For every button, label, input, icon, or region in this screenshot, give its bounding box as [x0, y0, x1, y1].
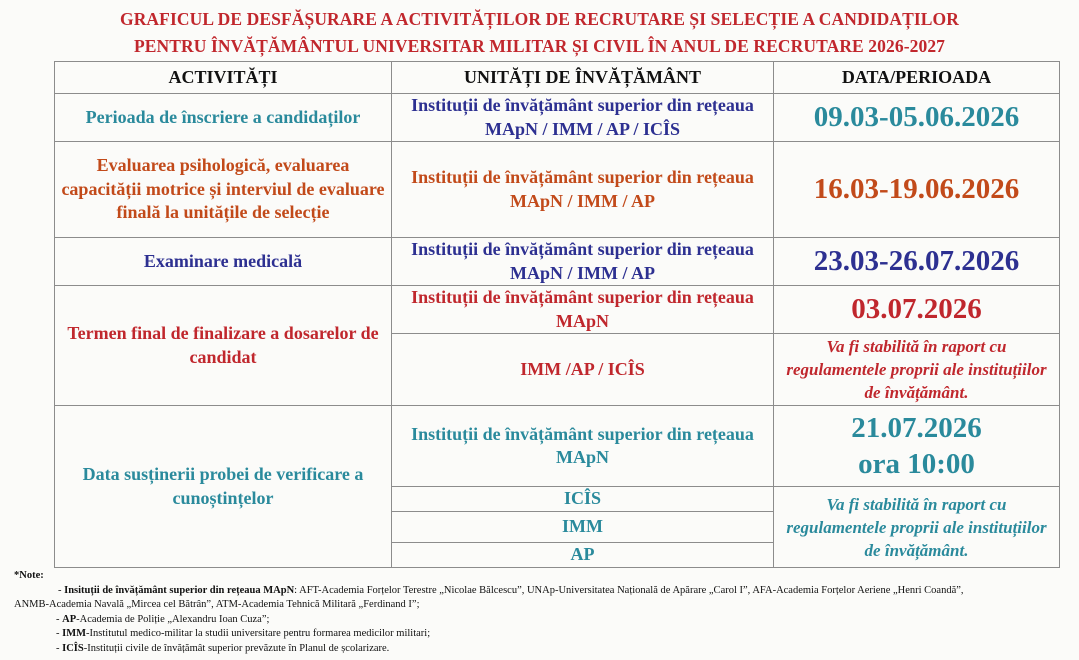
note-label: ICÎS	[62, 642, 84, 654]
unit-cell: Instituții de învățământ superior din rețeaua MApN / IMM / AP	[392, 238, 774, 286]
table-header-row	[55, 62, 1060, 94]
date-note-cell: Va fi stabilită în raport cu regulamentele proprii ale instituțiilor de învățământ.	[774, 487, 1060, 568]
note-label: IMM	[62, 628, 87, 639]
note-item	[14, 598, 1074, 613]
note-item: - ICÎS-Instituții civile de învățămât superior prevăzute în Planul de școlarizare.	[56, 642, 390, 654]
note-item: - IMM-Institutul medico-militar la studii universitare pentru formarea medicilor militari;	[56, 628, 431, 639]
date-cell: 03.07.2026	[774, 286, 1060, 334]
activity-cell: Data susținerii probei de verificare a cunoștințelor	[55, 406, 392, 568]
header-activities: ACTIVITĂȚI	[55, 62, 392, 94]
note-text: : AFT-Academia Forțelor Terestre „Nicolae Bălcescu”, UNAp-Universitatea Națională de Apărare „Carol I”, AFA-Academia Forțelor Aeriene „Henri Coandă”,	[294, 584, 964, 596]
header-date: DATA/PERIOADA	[774, 62, 1060, 94]
unit-cell: Instituții de învățământ superior din rețeaua MApN	[392, 406, 774, 487]
note-label: Insituții de învățământ superior din rețeaua MApN	[64, 584, 295, 596]
unit-cell: ICÎS	[392, 487, 774, 512]
date-note-cell: Va fi stabilită în raport cu regulamentele proprii ale instituțiilor de învățământ.	[774, 334, 1060, 406]
table-row	[55, 406, 1060, 487]
page-title-line-2: PENTRU ÎNVĂȚĂMÂNTUL UNIVERSITAR MILITAR ȘI CIVIL ÎN ANUL DE RECRUTARE 2026-2027	[133, 36, 946, 56]
activity-cell: Evaluarea psihologică, evaluarea capacității motrice și interviul de evaluare finală la unitățile de selecție	[55, 142, 392, 238]
unit-cell: Instituții de învățământ superior din rețeaua MApN / IMM / AP	[392, 142, 774, 238]
table-row	[55, 142, 1060, 238]
table-row	[55, 286, 1060, 334]
header-units: UNITĂȚI DE ÎNVĂȚĂMÂNT	[392, 62, 774, 94]
note-text: -Institutul medico-militar la studii universitare pentru formarea medicilor militari;	[86, 628, 431, 639]
date-cell: 23.03-26.07.2026	[774, 238, 1060, 286]
unit-cell: IMM /AP / ICÎS	[392, 334, 774, 406]
schedule-table	[54, 61, 1060, 568]
notes-section	[14, 569, 1074, 656]
page-title-line-1: GRAFICUL DE DESFĂȘURARE A ACTIVITĂȚILOR DE RECRUTARE ȘI SELECȚIE A CANDIDAȚILOR	[119, 9, 959, 29]
unit-cell: Instituții de învățământ superior din rețeaua MApN	[392, 286, 774, 334]
date-value: 21.07.2026	[851, 412, 982, 444]
note-text: ANMB-Academia Navală „Mircea cel Bătrân”, ATM-Academia Tehnică Militară „Ferdinand I”;	[14, 599, 420, 610]
date-cell: 09.03-05.06.2026	[774, 94, 1060, 142]
time-value: ora 10:00	[858, 448, 975, 480]
activity-cell: Examinare medicală	[55, 238, 392, 286]
date-cell	[774, 406, 1060, 487]
table-row	[55, 94, 1060, 142]
note-text: -Academia de Poliție „Alexandru Ioan Cuza”;	[76, 613, 270, 625]
unit-cell: IMM	[392, 512, 774, 543]
note-text: -Instituții civile de învățămât superior prevăzute în Planul de școlarizare.	[83, 642, 390, 654]
unit-cell: Instituții de învățământ superior din rețeaua MApN / IMM / AP / ICÎS	[392, 94, 774, 142]
unit-cell: AP	[392, 543, 774, 568]
activity-cell: Termen final de finalizare a dosarelor de candidat	[55, 286, 392, 406]
table-row	[55, 238, 1060, 286]
notes-heading: *Note:	[14, 570, 44, 581]
note-item: - Insituții de învățământ superior din rețeaua MApN: AFT-Academia Forțelor Terestre „Nicolae Bălcescu”, UNAp-Universitatea Națională de Apărare „Carol I”, AFA-Academia Forțelor Aeriene „Henri Coandă”,	[58, 584, 964, 596]
date-cell: 16.03-19.06.2026	[774, 142, 1060, 238]
note-item: - AP-Academia de Poliție „Alexandru Ioan Cuza”;	[56, 613, 270, 625]
note-label: AP	[62, 613, 77, 625]
activity-cell: Perioada de înscriere a candidaților	[55, 94, 392, 142]
